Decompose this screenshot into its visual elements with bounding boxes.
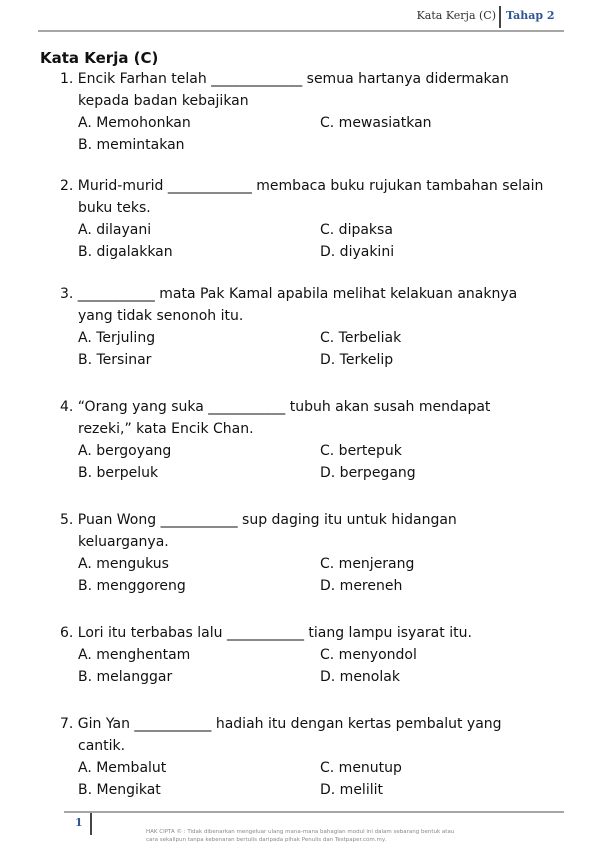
page-number: 1 [75, 816, 83, 829]
question-text: 6. Lori itu terbabas lalu ___________ tiang lampu isyarat itu. [60, 625, 472, 641]
option-b: B. Tersinar [78, 352, 152, 368]
header-rule [38, 30, 564, 32]
question-text: 3. ___________ mata Pak Kamal apabila melihat kelakuan anaknya [60, 286, 518, 302]
options [60, 757, 560, 801]
option-c: C. menutup [320, 760, 402, 776]
question-text-cont: kepada badan kebajikan [78, 93, 249, 109]
question-text: 2. Murid-murid ____________ membaca buku rujukan tambahan selain [60, 178, 544, 194]
question-5 [60, 509, 560, 597]
options [60, 327, 560, 371]
footer-divider [90, 813, 92, 835]
option-c: C. Terbeliak [320, 330, 402, 346]
question-text: 7. Gin Yan ___________ hadiah itu dengan kertas pembalut yang [60, 716, 502, 732]
option-a: A. dilayani [78, 222, 152, 238]
option-a: A. menghentam [78, 647, 191, 663]
option-a: A. Membalut [78, 760, 167, 776]
page-header [0, 0, 600, 32]
section-title: Kata Kerja (C) [40, 49, 159, 67]
option-c: C. bertepuk [320, 443, 402, 459]
option-a: A. mengukus [78, 556, 169, 572]
question-7 [60, 713, 560, 801]
option-d: D. melilit [320, 782, 383, 798]
question-3 [60, 283, 560, 371]
option-c: C. menyondol [320, 647, 417, 663]
question-4 [60, 396, 560, 484]
copyright-notice: HAK CIPTA © : Tidak dibenarkan mengeluar ulang mana-mana bahagian modul ini dalam sebarang bentuk atau cara sekalipun tanpa kebenaran bertulis daripada pihak Penulis dan Testpaper.com.my. [146, 829, 455, 843]
question-text-cont: cantik. [78, 738, 126, 754]
question-text: 4. “Orang yang suka ___________ tubuh akan susah mendapat [60, 399, 491, 415]
option-b: B. memintakan [78, 137, 185, 153]
question-2 [60, 175, 560, 263]
footer-rule [64, 811, 564, 813]
options [60, 553, 560, 597]
options [60, 219, 560, 263]
question-text: 1. Encik Farhan telah _____________ semua hartanya didermakan [60, 71, 509, 87]
option-c: C. dipaksa [320, 222, 393, 238]
options [60, 112, 560, 156]
options [60, 440, 560, 484]
option-a: A. Memohonkan [78, 115, 191, 131]
option-b: B. berpeluk [78, 465, 159, 481]
question-text-cont: rezeki,” kata Encik Chan. [78, 421, 254, 437]
option-b: B. Mengikat [78, 782, 161, 798]
option-b: B. menggoreng [78, 578, 186, 594]
option-d: D. menolak [320, 669, 400, 685]
question-text-cont: yang tidak senonoh itu. [78, 308, 244, 324]
options [60, 644, 560, 688]
question-text: 5. Puan Wong ___________ sup daging itu untuk hidangan [60, 512, 457, 528]
option-c: C. mewasiatkan [320, 115, 432, 131]
header-divider [499, 6, 501, 28]
header-title: Kata Kerja (C) [416, 9, 496, 22]
option-a: A. bergoyang [78, 443, 172, 459]
option-a: A. Terjuling [78, 330, 156, 346]
option-d: D. mereneh [320, 578, 403, 594]
option-d: D. Terkelip [320, 352, 394, 368]
option-d: D. diyakini [320, 244, 395, 260]
option-d: D. berpegang [320, 465, 416, 481]
question-6 [60, 622, 560, 688]
option-c: C. menjerang [320, 556, 415, 572]
option-b: B. melanggar [78, 669, 173, 685]
question-text-cont: buku teks. [78, 200, 151, 216]
question-1 [60, 68, 560, 156]
question-text-cont: keluarganya. [78, 534, 169, 550]
header-stage: Tahap 2 [506, 9, 555, 22]
option-b: B. digalakkan [78, 244, 173, 260]
